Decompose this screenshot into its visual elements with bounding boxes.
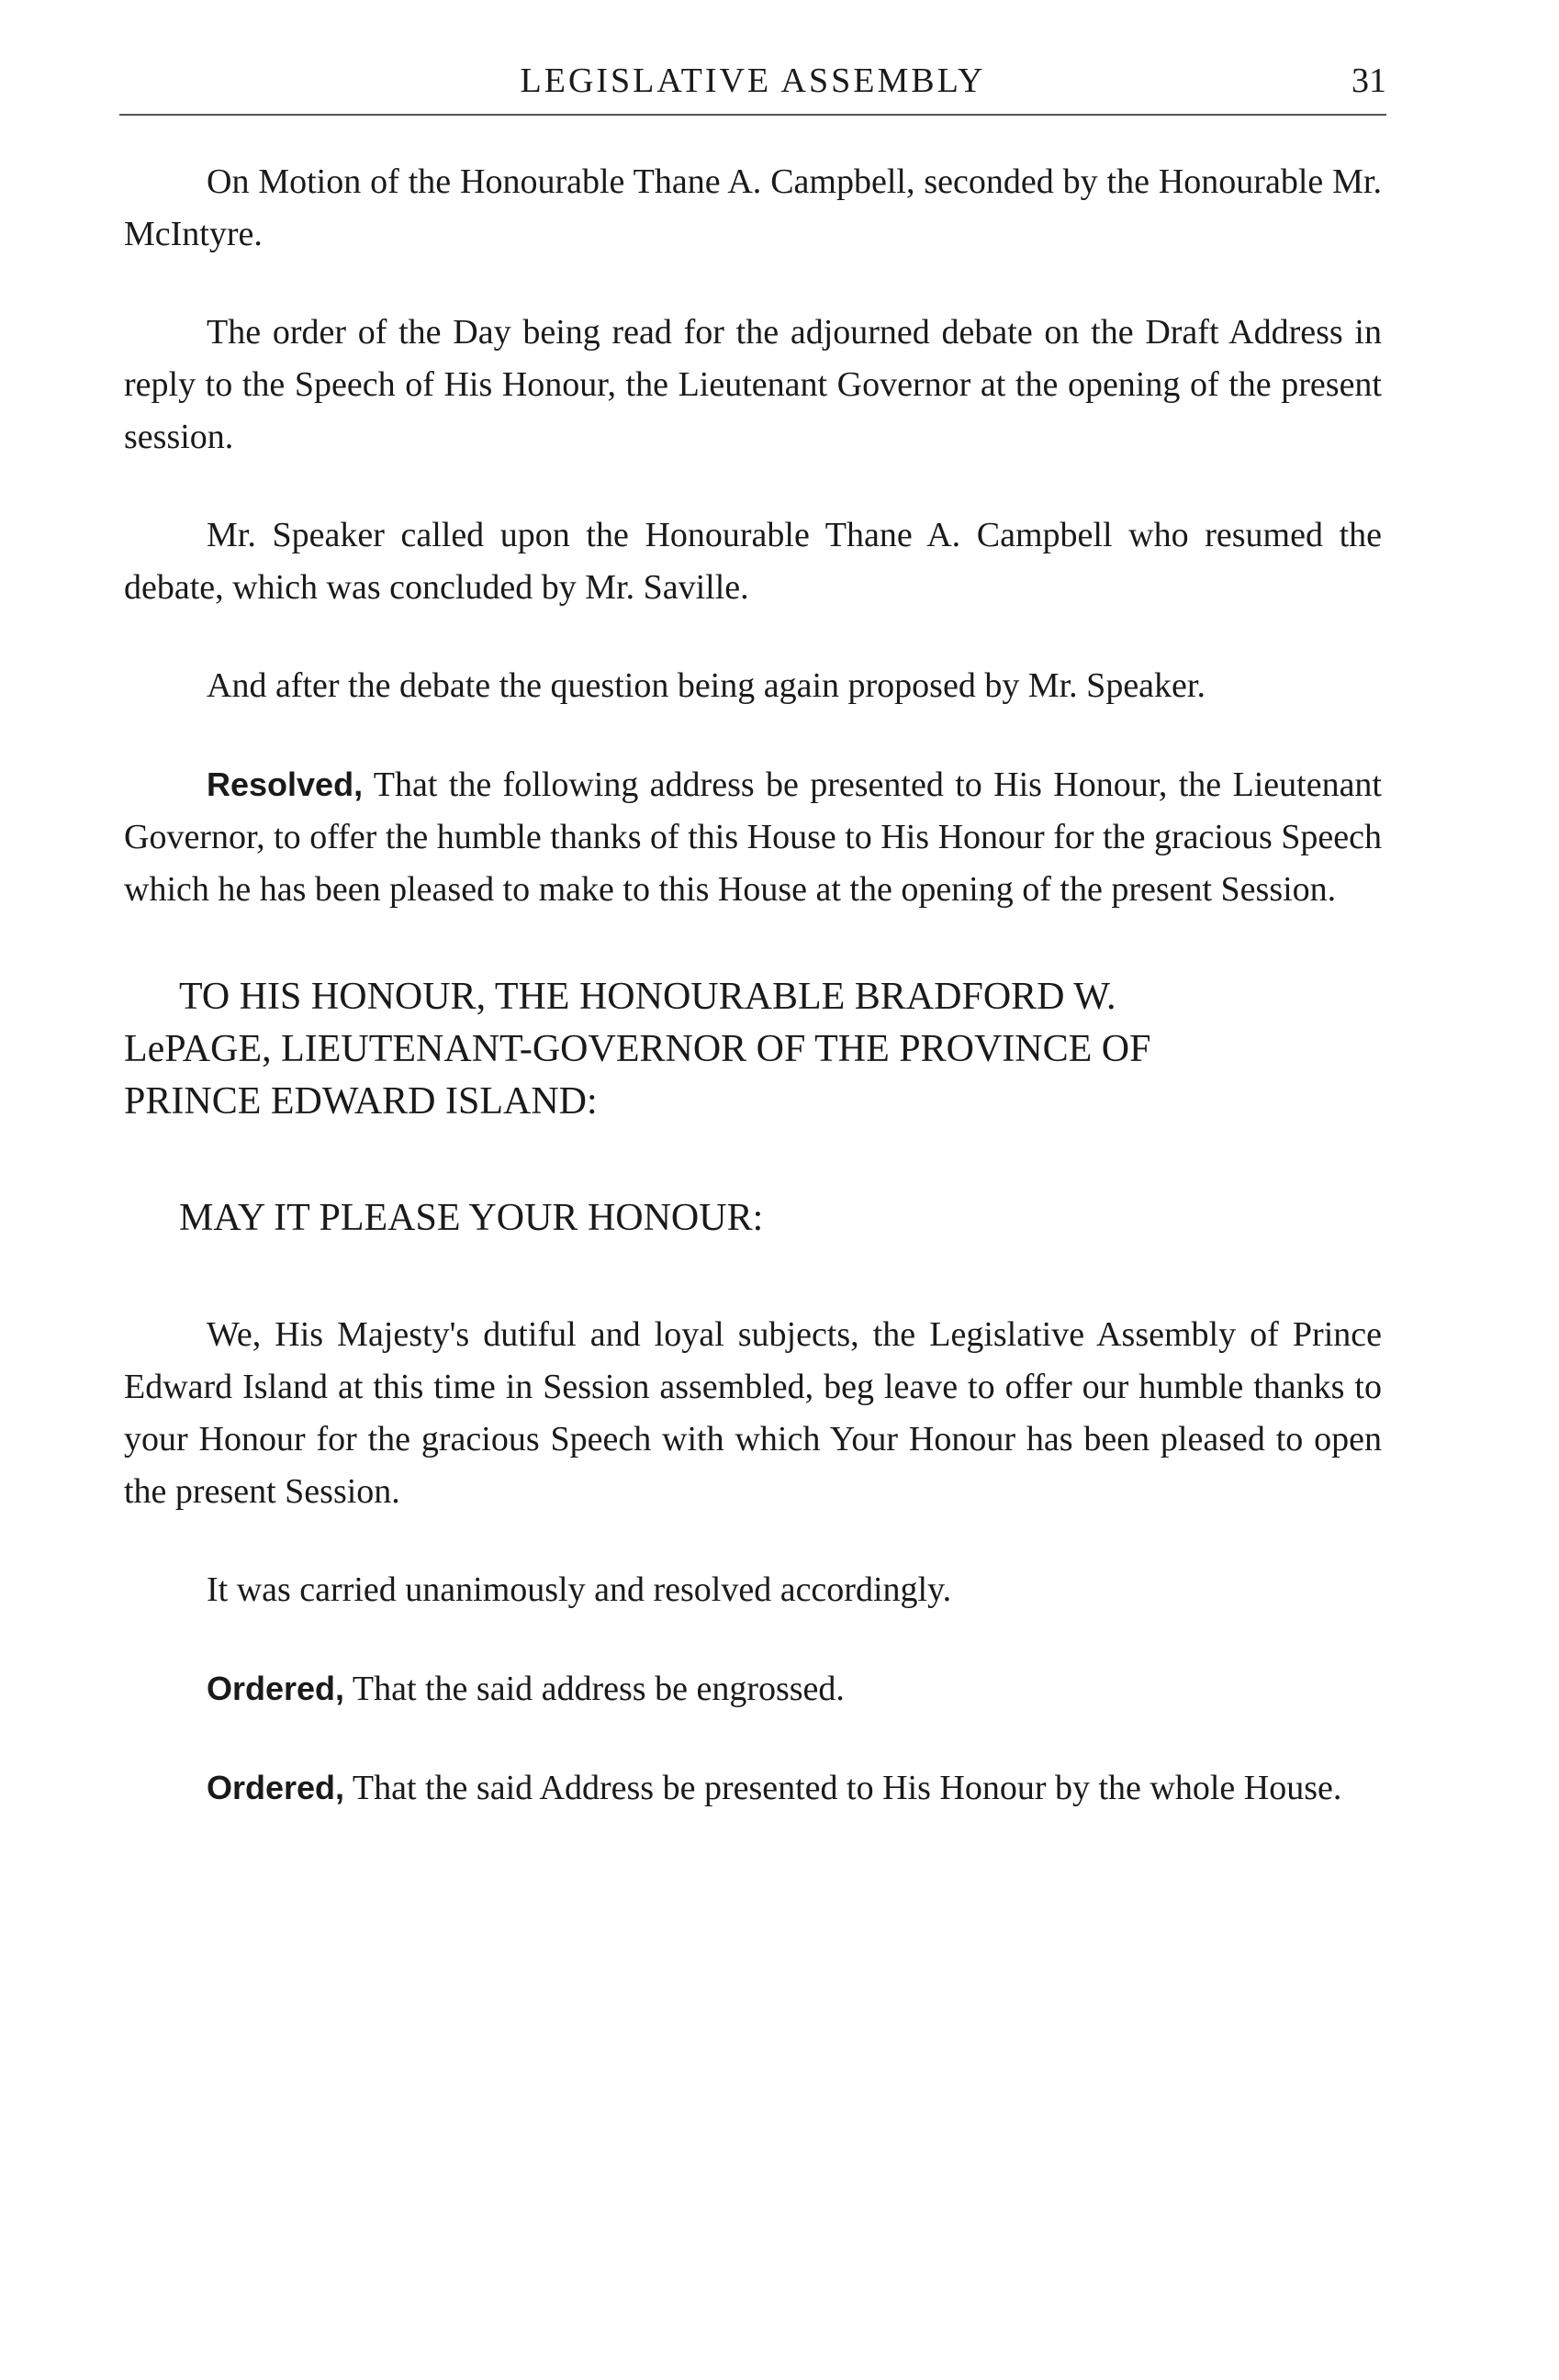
journal-body	[124, 156, 1382, 1860]
address-heading	[124, 971, 1382, 1128]
running-title: LEGISLATIVE ASSEMBLY	[520, 61, 986, 100]
ordered-lead-1: Ordered,	[207, 1670, 345, 1707]
address-heading-line-1: TO HIS HONOUR, THE HONOURABLE BRADFORD W.	[179, 976, 1116, 1018]
ordered-lead-2: Ordered,	[207, 1769, 345, 1806]
order-of-day-paragraph: The order of the Day being read for the adjourned debate on the Draft Address in reply to the Speech of His Honour, the Lieutenant Governor at the opening of the present session.	[124, 313, 1382, 456]
ordered-engrossed-paragraph	[124, 1662, 1382, 1715]
header-rule	[119, 114, 1386, 116]
running-head	[119, 53, 1386, 108]
resolution-paragraph	[124, 758, 1382, 916]
address-body-paragraph: We, His Majesty's dutiful and loyal subjects, the Legislative Assembly of Prince Edward Island at this time in Session assembled, beg leave to offer our humble thanks to your Honour for the gracious Speech with which Your Honour has been pleased to open the present Session.	[124, 1315, 1382, 1511]
salutation: MAY IT PLEASE YOUR HONOUR:	[179, 1197, 764, 1239]
ordered-presented-paragraph	[124, 1761, 1382, 1815]
resolution-text: That the following address be presented to His Honour, the Lieutenant Governor, to offer the humble thanks of this House to His Honour for the gracious Speech which he has been pleased to make to this House at the opening of the present Session.	[124, 765, 1382, 909]
debate-resumed-paragraph: Mr. Speaker called upon the Honourable Thane A. Campbell who resumed the debate, which was concluded by Mr. Saville.	[124, 516, 1382, 607]
question-proposed-paragraph: And after the debate the question being again proposed by Mr. Speaker.	[207, 666, 1206, 705]
address-heading-line-3: PRINCE EDWARD ISLAND:	[124, 1080, 598, 1123]
page-number: 31	[1352, 61, 1386, 100]
resolved-lead: Resolved,	[207, 765, 364, 803]
address-heading-line-2: LePAGE, LIEUTENANT-GOVERNOR OF THE PROVINCE OF	[124, 1028, 1151, 1070]
ordered-engrossed-text: That the said address be engrossed.	[344, 1670, 845, 1708]
ordered-presented-text: That the said Address be presented to His Honour by the whole House.	[344, 1769, 1342, 1807]
motion-paragraph: On Motion of the Honourable Thane A. Campbell, seconded by the Honourable Mr. McIntyre.	[124, 162, 1382, 253]
carried-paragraph: It was carried unanimously and resolved accordingly.	[207, 1570, 952, 1609]
